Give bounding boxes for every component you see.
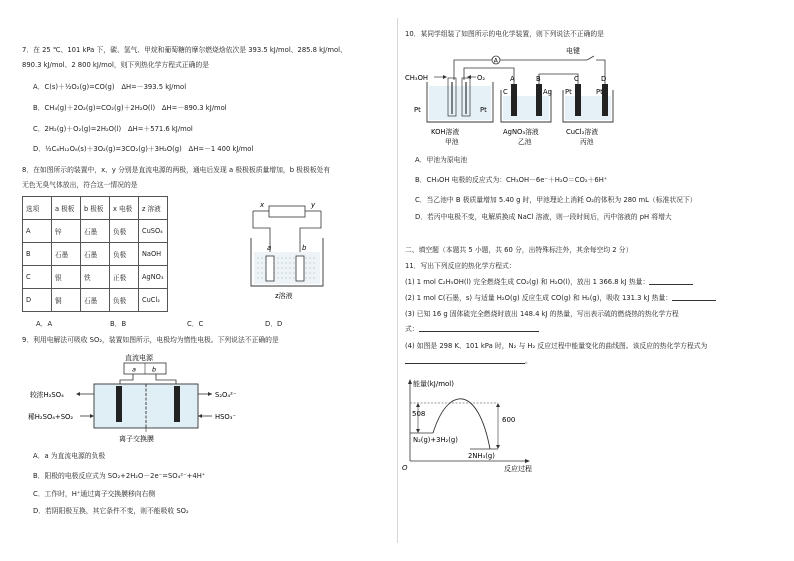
z-solution-label: z溶液: [275, 292, 293, 300]
table-cell: z 溶液: [139, 197, 168, 220]
activation-energy-label: 508: [412, 410, 426, 418]
pt-left-label: Pt: [414, 106, 421, 114]
q11-part3: (3) 已知 16 g 固体硫完全燃烧时放出 148.4 kJ 的热量，写出表示硫的燃烧热的热化学方程: [405, 310, 679, 318]
ch3oh-label: CH₃OH: [405, 74, 429, 82]
table-cell: 锌: [52, 220, 81, 243]
membrane-label: 离子交换膜: [119, 435, 154, 443]
q8-choice-d: D．D: [265, 320, 283, 328]
table-row: [23, 243, 168, 266]
table-cell: D: [23, 289, 52, 312]
electrode-b: [296, 256, 304, 281]
label-A: A: [510, 75, 515, 83]
q10-option-c: C．当乙池中 B 极质量增加 5.40 g 时，甲池理论上消耗 O₂的体积为 280 mL（标准状况下）: [415, 196, 697, 204]
q11-part3-line2: [405, 325, 539, 334]
electrode-B-material: Ag: [543, 88, 552, 96]
q7-stem: 7．在 25 ℃、101 kPa 下，碳、氢气、甲烷和葡萄糖的摩尔燃烧焓依次是 393.5 kJ/mol、285.8 kJ/mol、: [22, 46, 347, 54]
y-axis-label: 能量(kJ/mol): [413, 380, 454, 388]
q8-electrolysis-figure: [245, 198, 340, 302]
table-cell: 石墨: [52, 243, 81, 266]
o2-label: O₂: [477, 74, 486, 82]
cell-yi-solution: AgNO₃溶液: [503, 128, 539, 136]
reverse-energy-label: 600: [502, 416, 516, 424]
q8-stem: 8．在如图所示的装置中，x、y 分别是直流电源的两极，通电后发现 a 极极板质量增加，b 极极板处有: [22, 166, 331, 174]
x-electrode-label: x: [260, 201, 265, 209]
table-row: [23, 289, 168, 312]
table-cell: 负极: [110, 243, 139, 266]
table-cell: 选项: [23, 197, 52, 220]
q11-part4-line2: [405, 357, 532, 366]
cathode-electrode: [174, 386, 180, 422]
q11-stem: 11．写出下列反应的热化学方程式：: [405, 262, 516, 270]
products-label: 2NH₃(g): [468, 452, 495, 460]
left-top-stream-label: 较浓H₂SO₄: [30, 391, 64, 399]
ammeter-label: A: [493, 57, 498, 65]
label-B: B: [536, 75, 541, 83]
answer-blank[interactable]: [649, 278, 693, 285]
q9-option-c: C．工作时，H⁺通过离子交换膜移向右侧: [33, 490, 156, 498]
table-cell: 石墨: [81, 243, 110, 266]
q7-option-a: A．C(s)＋½O₂(g)=CO(g) ΔH=－393.5 kJ/mol: [33, 83, 187, 91]
q11-part4b-text: 。: [525, 357, 532, 365]
q11-part1: [405, 278, 693, 287]
table-cell: 石墨: [81, 220, 110, 243]
table-cell: x 电极: [110, 197, 139, 220]
q8-stem-line2: 无色无臭气体放出，符合这一情况的是: [22, 181, 138, 189]
table-cell: NaOH: [139, 243, 168, 266]
cell-bing-solution: CuCl₂溶液: [566, 128, 599, 136]
terminal-b-label: b: [152, 365, 157, 374]
table-cell: 银: [52, 266, 81, 289]
electrode-D: [602, 84, 608, 116]
switch-lever: [587, 56, 594, 60]
table-header-row: [23, 197, 168, 220]
answer-blank[interactable]: [672, 294, 716, 301]
x-axis-label: 反应过程: [504, 465, 532, 473]
q7-option-d: D．½C₆H₁₂O₆(s)＋3O₂(g)=3CO₂(g)＋3H₂O(g) ΔH=－1 400 kJ/mol: [33, 145, 254, 153]
table-cell: 负极: [110, 289, 139, 312]
electrode-A-material: C: [503, 88, 508, 96]
q7-option-b: B．CH₄(g)＋2O₂(g)=CO₂(g)＋2H₂O(l) ΔH=－890.3 kJ/mol: [33, 104, 227, 112]
origin-label: O: [402, 464, 408, 472]
table-cell: CuSO₄: [139, 220, 168, 243]
electrode-C-material: Pt: [565, 88, 572, 96]
q11-part3b-text: 式：: [405, 325, 419, 333]
q7-option-c: C．2H₂(g)＋O₂(g)=2H₂O(l) ΔH=＋571.6 kJ/mol: [33, 125, 193, 133]
q8-choice-b: B．B: [110, 320, 127, 328]
table-cell: C: [23, 266, 52, 289]
table-cell: A: [23, 220, 52, 243]
electrode-C: [575, 84, 581, 116]
q8-choice-c: C．C: [187, 320, 204, 328]
q11-part4: (4) 如图是 298 K、101 kPa 时，N₂ 与 H₂ 反应过程中能量变化的曲线图。该反应的热化学方程式为: [405, 342, 708, 350]
electrode-A: [511, 84, 517, 116]
q10-option-b: B．CH₃OH 电极的反应式为：CH₃OH－6e⁻＋H₂O＝CO₂＋6H⁺: [415, 176, 608, 184]
energy-chart: [398, 375, 568, 475]
section2-title: 二、填空题（本题共 5 小题，共 60 分，出特殊标注外，其余每空均 2 分）: [405, 246, 633, 254]
label-C: C: [574, 75, 579, 83]
table-cell: 铁: [81, 266, 110, 289]
label-D: D: [601, 75, 607, 83]
right-top-stream-label: S₂O₄²⁻: [215, 391, 237, 399]
q8-options-table: [22, 196, 168, 312]
q11-part2: [405, 294, 716, 303]
table-cell: 石墨: [81, 289, 110, 312]
terminal-a-label: a: [132, 365, 136, 374]
table-cell: 铜: [52, 289, 81, 312]
table-cell: AgNO₃: [139, 266, 168, 289]
table-row: [23, 220, 168, 243]
q8-choice-a: A．A: [36, 320, 53, 328]
table-row: [23, 266, 168, 289]
table-cell: a 极板: [52, 197, 81, 220]
table-cell: 负极: [110, 220, 139, 243]
reactants-label: N₂(g)+3H₂(g): [413, 436, 458, 444]
power-source-box: [269, 206, 305, 217]
cell-bing-name: 丙池: [580, 138, 594, 146]
table-cell: b 极板: [81, 197, 110, 220]
q10-option-d: D．若丙中电极不变，电解质换成 NaCl 溶液，则一段时间后，丙中溶液的 pH 将增大: [415, 213, 672, 221]
a-plate-label: a: [267, 244, 272, 252]
q9-electrolysis-figure: [28, 350, 253, 445]
q11-part2-text: (2) 1 mol C(石墨，s) 与适量 H₂O(g) 反应生成 CO(g) 和 H₂(g)，吸收 131.3 kJ 热量：: [405, 294, 673, 302]
left-bottom-stream-label: 稀H₂SO₄+SO₂: [28, 413, 74, 421]
electrode-a: [266, 256, 274, 281]
answer-blank[interactable]: [419, 325, 539, 332]
q10-stem: 10．某同学组装了如图所示的电化学装置，则下列说法不正确的是: [405, 30, 604, 38]
q7-stem-line2: 890.3 kJ/mol、2 800 kJ/mol，则下列热化学方程式正确的是: [22, 61, 209, 69]
anode-electrode: [116, 386, 122, 422]
cell-jia-name: 甲池: [445, 138, 459, 146]
answer-blank[interactable]: [405, 357, 525, 364]
table-cell: B: [23, 243, 52, 266]
q11-part1-text: (1) 1 mol C₂H₅OH(l) 完全燃烧生成 CO₂(g) 和 H₂O(l)，放出 1 366.8 kJ 热量：: [405, 278, 650, 286]
b-plate-label: b: [302, 244, 307, 252]
q10-option-a: A．甲池为原电池: [415, 156, 468, 164]
electrode-D-material: Pt: [596, 88, 603, 96]
right-bottom-stream-label: HSO₃⁻: [215, 413, 237, 421]
q9-option-b: B．阳极的电极反应式为 SO₂+2H₂O－2e⁻=SO₄²⁻+4H⁺: [33, 472, 206, 480]
cell-yi-name: 乙池: [518, 138, 532, 146]
cell-jia-solution: KOH溶液: [431, 128, 460, 136]
dc-power-label: 直流电源: [125, 354, 153, 362]
q9-option-a: A．a 为直流电源的负极: [33, 452, 106, 460]
table-cell: 正极: [110, 266, 139, 289]
q10-electrochem-figure: [402, 44, 627, 150]
table-cell: CuCl₂: [139, 289, 168, 312]
y-electrode-label: y: [311, 201, 316, 209]
q9-stem: 9．利用电解法可吸收 SO₂，装置如图所示，电极均为惰性电极。下列说法不正确的是: [22, 336, 279, 344]
pt-right-label: Pt: [480, 106, 487, 114]
electrode-B: [536, 84, 542, 116]
switch-label: 电键: [566, 47, 580, 55]
q9-option-d: D．若阴阳极互换，其它条件不变，则不能吸收 SO₂: [33, 507, 189, 515]
